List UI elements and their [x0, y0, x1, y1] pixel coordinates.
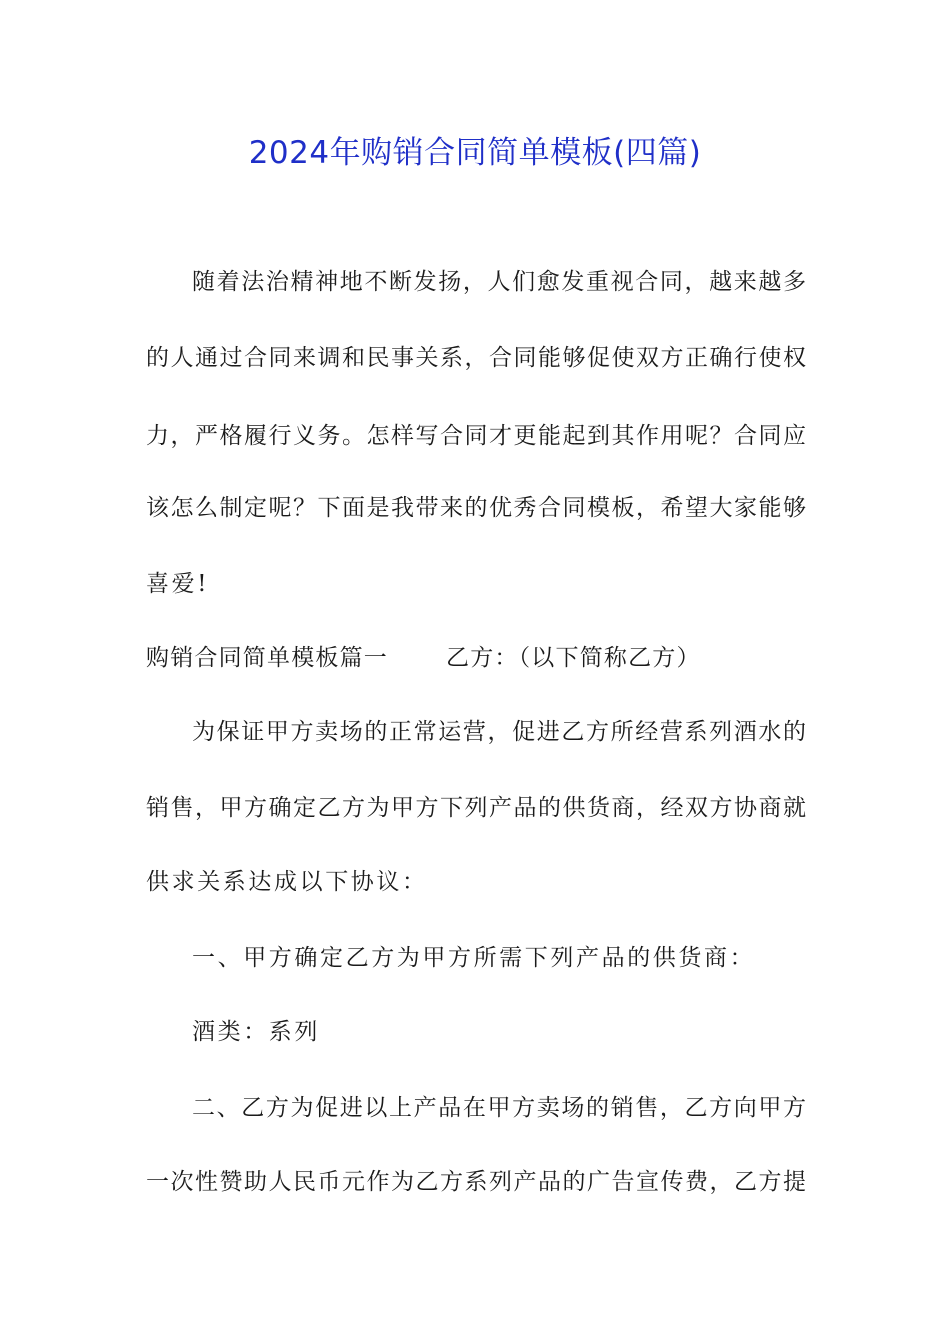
- intro-line-5: 喜爱!: [146, 571, 210, 597]
- intro-line-2: 的人通过合同来调和民事关系，合同能够促使双方正确行使权: [146, 345, 806, 371]
- purpose-line-3: 供求关系达成以下协议：: [146, 869, 428, 895]
- purpose-line-2: 销售，甲方确定乙方为甲方下列产品的供货商，经双方协商就: [146, 795, 806, 821]
- section-heading-line: [146, 640, 806, 676]
- intro-line-3: 力，严格履行义务。怎样写合同才更能起到其作用呢？合同应: [146, 423, 806, 449]
- clause-2-line-1: 二、乙方为促进以上产品在甲方卖场的销售，乙方向甲方: [192, 1095, 806, 1121]
- party-b-label: 乙方：（以下简称乙方）: [446, 645, 701, 671]
- liquor-type-line: 酒类：系列: [192, 1019, 320, 1045]
- document-title: 2024年购销合同简单模板(四篇): [248, 135, 702, 171]
- section-heading: 购销合同简单模板篇一: [146, 645, 388, 671]
- intro-line-1: 随着法治精神地不断发扬，人们愈发重视合同，越来越多: [192, 269, 806, 295]
- clause-2-line-2: 一次性赞助人民币元作为乙方系列产品的广告宣传费，乙方提: [146, 1169, 806, 1195]
- clause-1: 一、甲方确定乙方为甲方所需下列产品的供货商：: [192, 945, 756, 971]
- purpose-line-1: 为保证甲方卖场的正常运营，促进乙方所经营系列酒水的: [192, 719, 806, 745]
- intro-line-4: 该怎么制定呢？下面是我带来的优秀合同模板，希望大家能够: [146, 495, 806, 521]
